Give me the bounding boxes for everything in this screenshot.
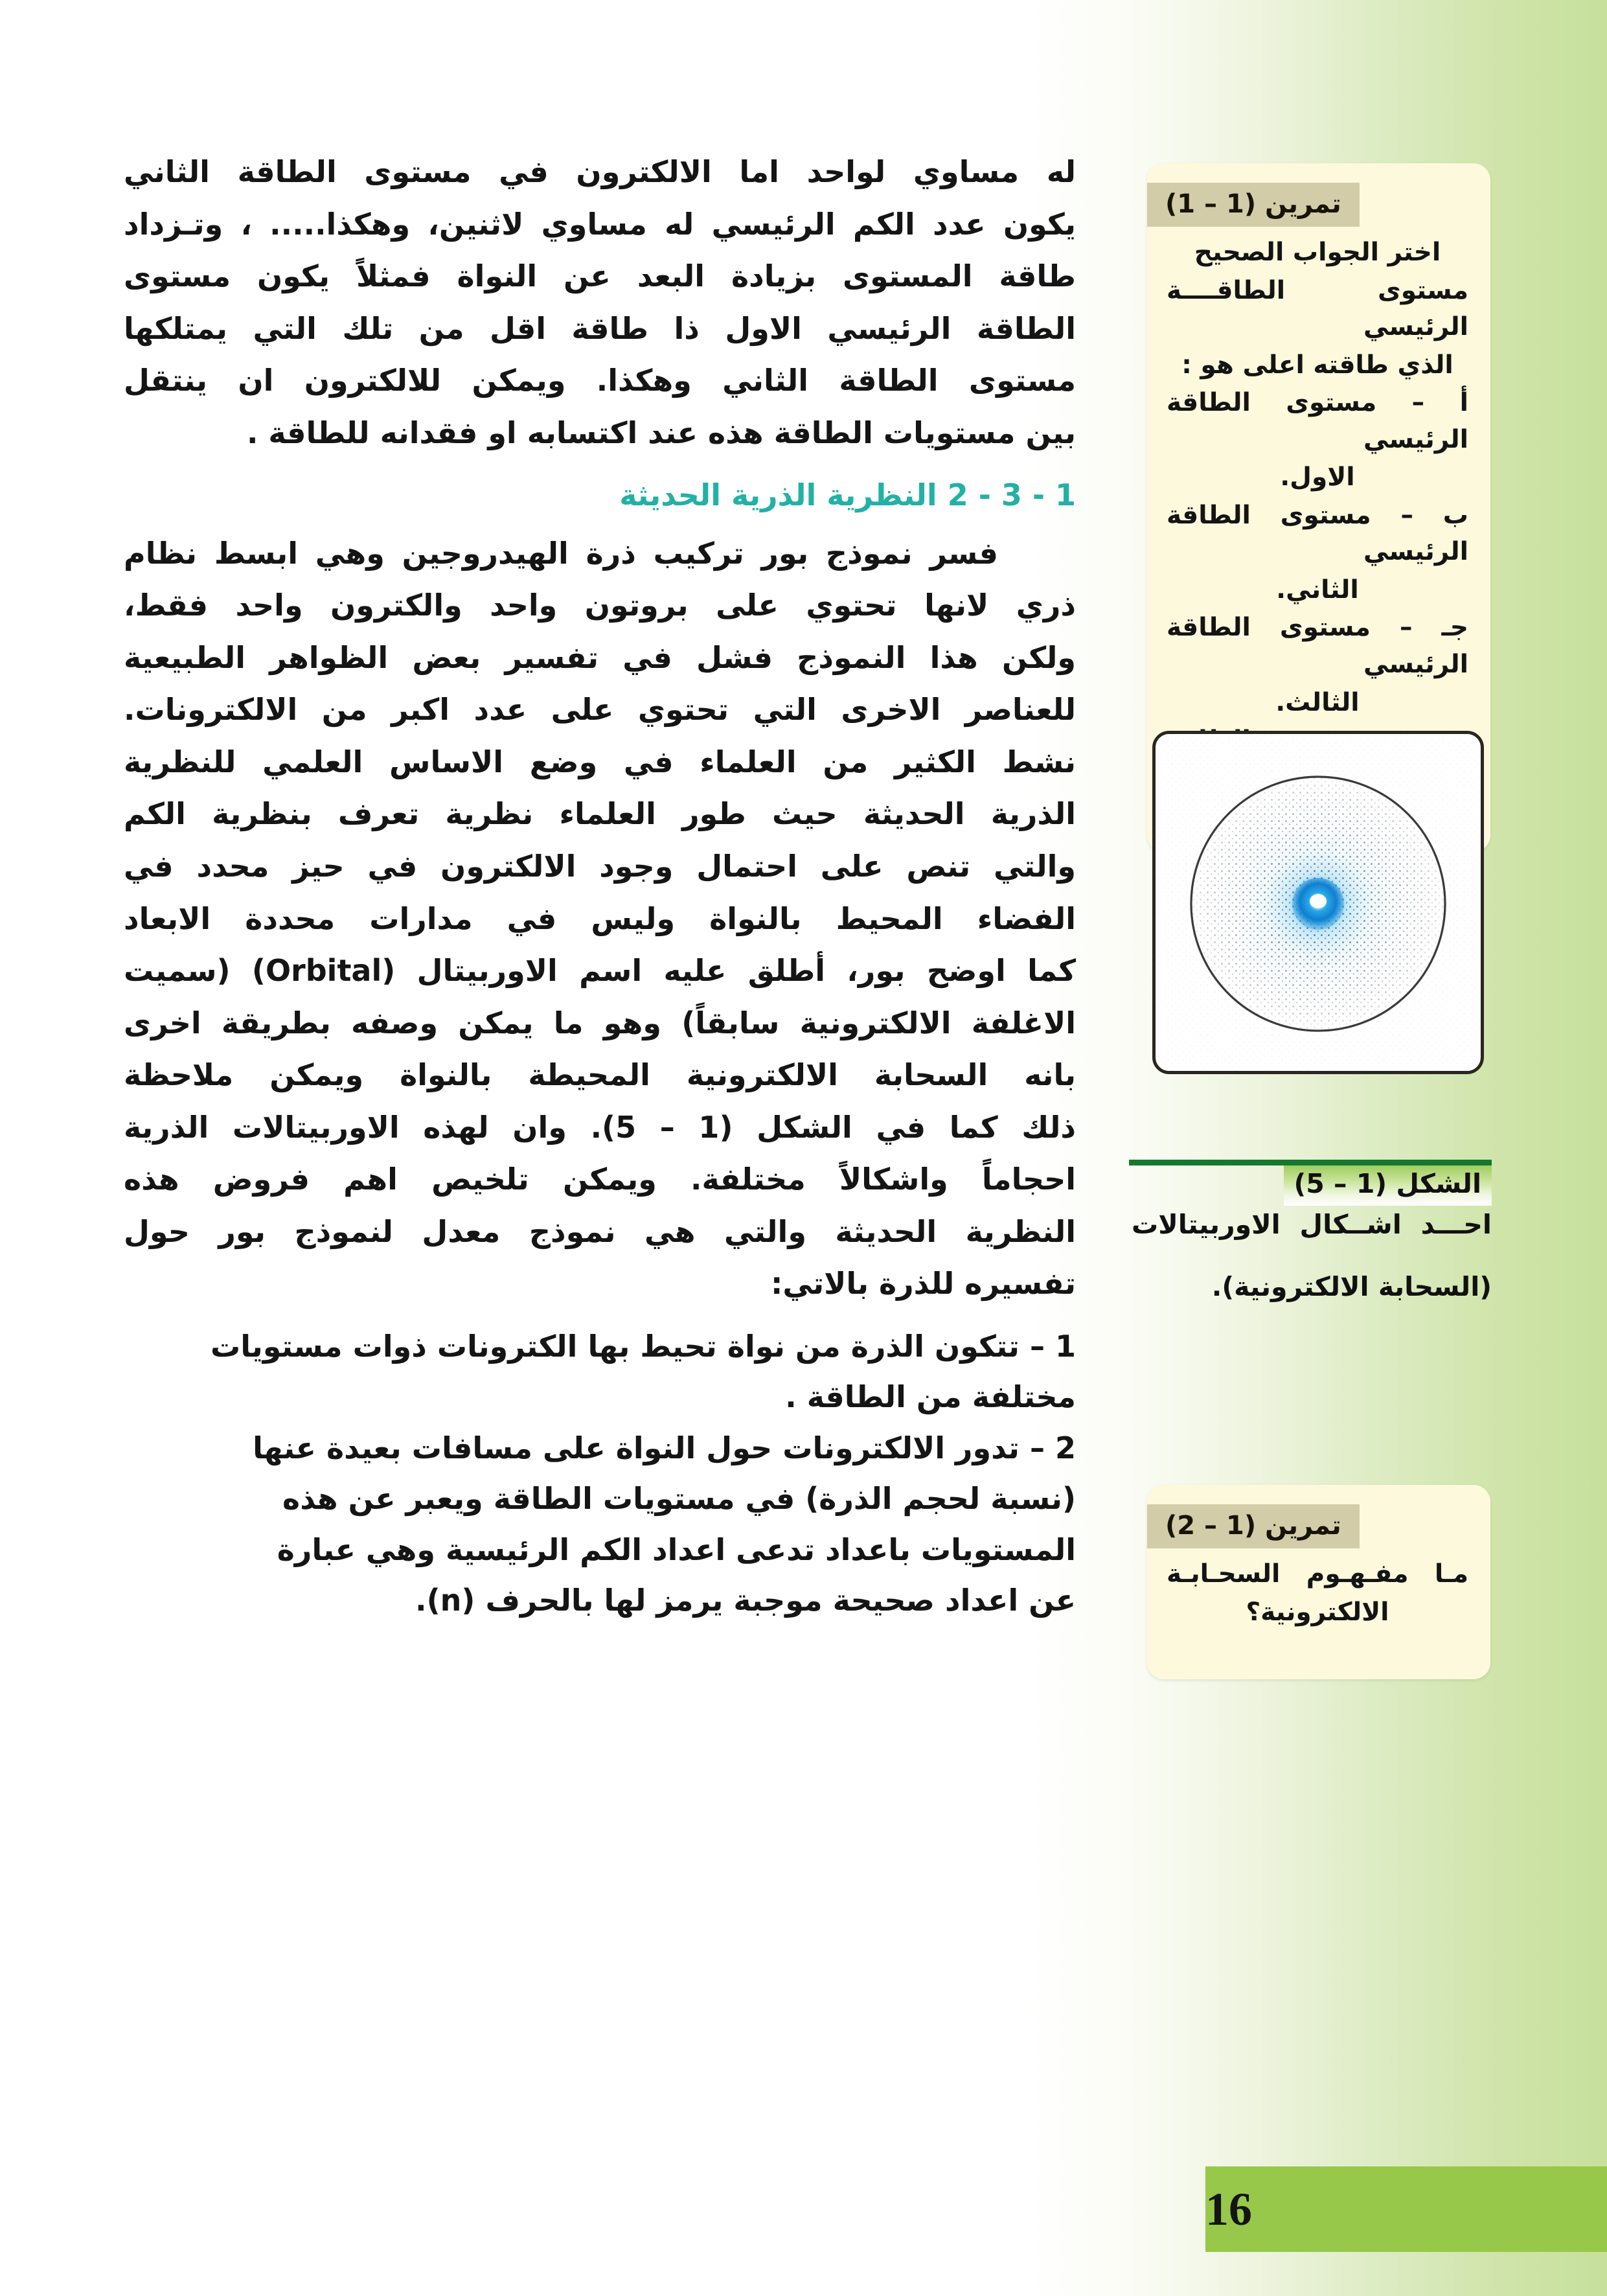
- page-number-bar: [1205, 2166, 1607, 2252]
- figure-caption: [1129, 1160, 1492, 1332]
- list-item-2-line-4: عن اعداد صحيحة موجبة يرمز لها بالحرف (n).: [415, 1583, 1076, 1618]
- caption-title-row: [1129, 1165, 1492, 1206]
- paragraph-1-line-5: مستوى الطاقة الثاني وهكذا. ويمكن للالكترون ان ينتقل: [124, 363, 1076, 398]
- paragraph-2-line-1: فسر نموذج بور تركيب ذرة الهيدروجين وهي ابسط نظام: [124, 535, 998, 571]
- figure-electron-cloud: [1152, 731, 1484, 1074]
- paragraph-2-line-7: والتي تنص على احتمال وجود الالكترون في حيز محدد في: [124, 848, 1076, 884]
- paragraph-1-line-3: طاقة المستوى بزيادة البعد عن النواة فمثلاً يكون مستوى: [124, 258, 1076, 294]
- paragraph-2-line-15: تفسيره للذرة بالاتي:: [770, 1266, 1076, 1302]
- paragraph-1-line-6: بين مستويات الطاقة هذه عند اكتسابه او فقدانه للطاقة .: [246, 415, 1076, 450]
- paragraph-2-line-8: الفضاء المحيط بالنواة وليس في مدارات محددة الابعاد: [124, 901, 1076, 936]
- list-item-2-line-3: المستويات باعداد تدعى اعداد الكم الرئيسية وهي عبارة: [277, 1532, 1076, 1567]
- list-item-2-line-2: (نسبة لحجم الذرة) في مستويات الطاقة ويعبر عن هذه: [282, 1481, 1076, 1517]
- caption-divider-rule: [1129, 1160, 1492, 1165]
- sidebar: [1076, 0, 1607, 2296]
- paragraph-2-line-14: النظرية الحديثة والتي هي نموذج معدل لنموذج بور حول: [124, 1213, 1076, 1249]
- paragraph-2-line-2: ذري لانها تحتوي على بروتون واحد والكترون واحد فقط،: [124, 588, 1076, 623]
- page-number: 16: [1205, 2183, 1252, 2235]
- paragraph-2-line-3: ولكن هذا النموذج فشل في تفسير بعض الظواهر الطبيعية: [124, 639, 1076, 675]
- exercise-2-body: [1147, 1552, 1490, 1631]
- exercise-1-choice-a-line-2[interactable]: الاول.: [1280, 463, 1355, 492]
- paragraph-1-line-2: يكون عدد الكم الرئيسي له مساوي لاثنين، وهكذا..... ، وتـزداد: [124, 206, 1076, 242]
- paragraph-2-line-13: احجاماً واشكالاً مختلفة. ويمكن تلخيص اهم فروض هذه: [124, 1162, 1076, 1197]
- exercise-1-choice-b-line-2[interactable]: الثاني.: [1276, 575, 1359, 604]
- exercise-1-prompt-line-2: مستوى الطاقــــة الرئيسي: [1167, 275, 1468, 342]
- paragraph-2-line-6: الذرية الحديثة حيث طور العلماء نظرية تعرف بنظرية الكم: [124, 796, 1076, 832]
- list-item-1-line-1: 1 – تتكون الذرة من نواة تحيط بها الكترونات ذوات مستويات: [210, 1328, 1076, 1364]
- list-item-1-line-2: مختلفة من الطاقة .: [785, 1379, 1076, 1415]
- exercise-1-prompt-line-3: الذي طاقته اعلى هو :: [1181, 350, 1453, 380]
- electron-cloud-icon: [1156, 734, 1481, 1071]
- paragraph-2-line-9: كما اوضح بور، أطلق عليه اسم الاوربيتال (Orbital) (سميت: [124, 953, 1076, 989]
- list-item-2-line-1: 2 – تدور الالكترونات حول النواة على مسافات بعيدة عنها: [253, 1430, 1076, 1465]
- exercise-box-2: [1147, 1485, 1490, 1679]
- caption-title: الشكل (1 – 5): [1284, 1165, 1492, 1206]
- spacer: [124, 1312, 1076, 1322]
- paragraph-2-line-11: بانه السحابة الالكترونية المحيطة بالنواة ويمكن ملاحظة: [124, 1057, 1076, 1093]
- exercise-1-choice-b-line-1[interactable]: ب – مستوى الطاقة الرئيسي: [1167, 500, 1468, 567]
- main-text-column: [124, 148, 1076, 1627]
- exercise-1-choice-c-line-2[interactable]: الثالث.: [1275, 687, 1360, 717]
- exercise-1-header: تمرين (1 – 1): [1147, 183, 1360, 227]
- caption-text-line-2: (السحابة الالكترونية).: [1211, 1271, 1492, 1303]
- paragraph-2-line-12: ذلك كما في الشكل (1 – 5). وان لهذه الاوربيتالات الذرية: [124, 1109, 1076, 1145]
- paragraph-1-line-1: له مساوي لواحد اما الالكترون في مستوى الطاقة الثاني: [124, 154, 1076, 189]
- exercise-2-question-line-1: مـا مفـهـوم السحـابـة: [1167, 1559, 1468, 1589]
- exercise-2-header: تمرين (1 – 2): [1147, 1504, 1360, 1548]
- paragraph-2-line-5: نشط الكثير من العلماء في وضع الاساس العلمي للنظرية: [124, 744, 1076, 779]
- caption-text-line-1: احـــد اشــكال الاوربيتالات: [1132, 1209, 1492, 1240]
- exercise-1-choice-c-line-1[interactable]: جـ – مستوى الطاقة الرئيسي: [1167, 613, 1468, 680]
- exercise-1-prompt-line-1: اختر الجواب الصحيح: [1194, 238, 1441, 267]
- paragraph-2-line-4: للعناصر الاخرى التي تحتوي على عدد اكبر من الالكترونات.: [124, 692, 1076, 728]
- exercise-1-choice-a-line-1[interactable]: أ – مستوى الطاقة الرئيسي: [1167, 388, 1468, 454]
- paragraph-2-line-10: الاغلفة الالكترونية سابقاً) وهو ما يمكن وصفه بطريقة اخرى: [124, 1005, 1076, 1040]
- exercise-2-question-line-2: الالكترونية؟: [1246, 1597, 1389, 1627]
- paragraph-1-line-4: الطاقة الرئيسي الاول ذا طاقة اقل من تلك التي يمتلكها: [124, 310, 1076, 346]
- section-heading: 1 - 3 - 2 النظرية الذرية الحديثة: [619, 477, 1076, 513]
